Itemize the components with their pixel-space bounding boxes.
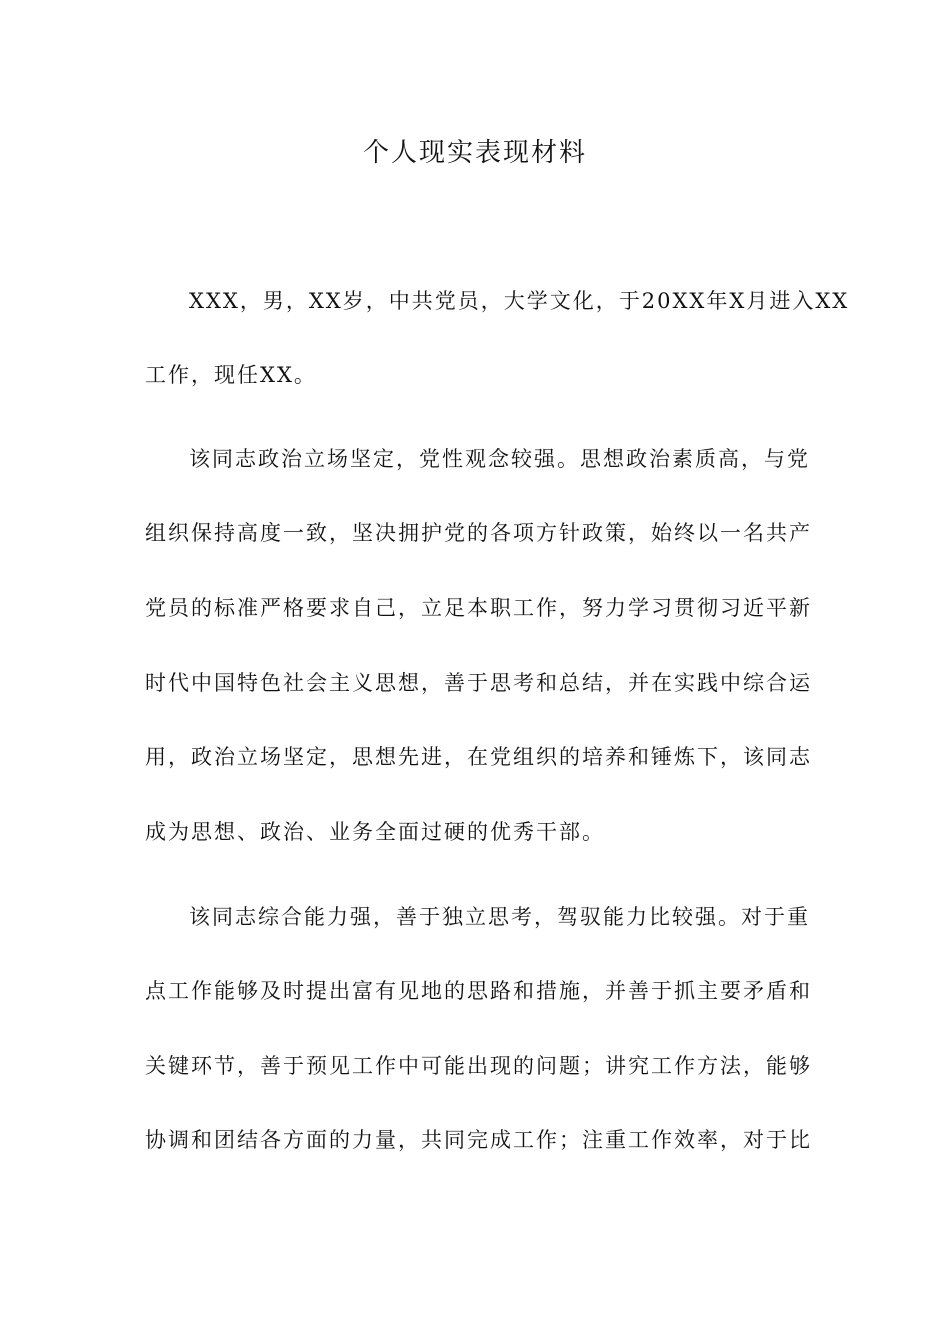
body-line: 该同志政治立场坚定，党性观念较强。思想政治素质高，与党: [189, 447, 810, 471]
body-line: 党员的标准严格要求自己，立足本职工作，努力学习贯彻习近平新: [145, 596, 812, 620]
body-line: 时代中国特色社会主义思想，善于思考和总结，并在实践中综合运: [145, 671, 812, 695]
body-line: 关键环节，善于预见工作中可能出现的问题；讲究工作方法，能够: [145, 1054, 812, 1078]
body-line: 点工作能够及时提出富有见地的思路和措施，并善于抓主要矛盾和: [145, 979, 812, 1003]
body-line: 该同志综合能力强，善于独立思考，驾驭能力比较强。对于重: [189, 905, 810, 929]
body-line: XXX，男，XX岁，中共党员，大学文化，于20XX年X月进入XX: [189, 289, 850, 313]
body-line: 组织保持高度一致，坚决拥护党的各项方针政策，始终以一名共产: [145, 521, 812, 545]
body-line: 协调和团结各方面的力量，共同完成工作；注重工作效率，对于比: [145, 1128, 812, 1152]
document-title: 个人现实表现材料: [362, 138, 587, 168]
body-line: 成为思想、政治、业务全面过硬的优秀干部。: [145, 820, 605, 844]
body-line: 工作，现任XX。: [145, 363, 317, 387]
body-line: 用，政治立场坚定，思想先进，在党组织的培养和锤炼下，该同志: [145, 745, 812, 769]
